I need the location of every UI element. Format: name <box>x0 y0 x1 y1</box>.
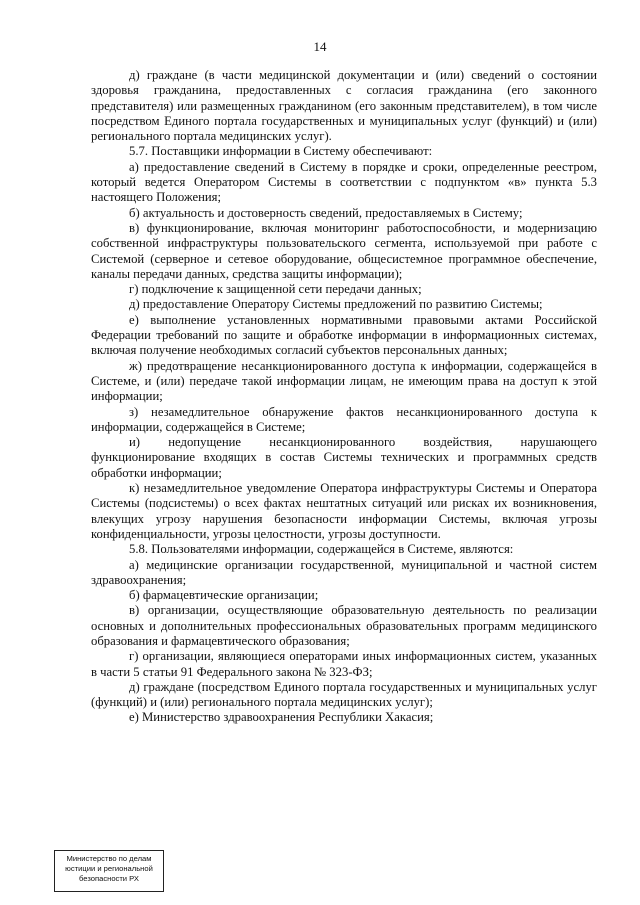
stamp-line-2: юстиции и региональной <box>65 864 153 873</box>
list-item-k: к) незамедлительное уведомление Оператора инфраструктуры Системы и Оператора Системы (подсистемы) о всех фактах нештатных ситуаций или рисках их возникновения, влекущих угрозу нарушения безопасности информации Системы, включая угрозы конфиденциальности, угрозы целостности, угрозы доступности. <box>91 481 597 541</box>
list-item-g: г) подключение к защищенной сети передачи данных; <box>129 282 422 297</box>
document-body <box>91 68 597 726</box>
stamp-line-3: безопасности РХ <box>79 874 139 883</box>
list-item-a: а) предоставление сведений в Систему в порядке и сроки, определенные реестром, который ведется Оператором Системы в соответствии с подпунктом «в» пункта 5.3 настоящего Положения; <box>91 159 597 205</box>
users-item-e: е) Министерство здравоохранения Республики Хакасия; <box>129 710 434 725</box>
section-5-7-heading: 5.7. Поставщики информации в Систему обеспечивают: <box>129 144 433 159</box>
stamp-line-1: Министерство по делам <box>66 854 152 863</box>
list-item-zh: ж) предотвращение несанкционированного доступа к информации, содержащейся в Системе, и (или) передаче такой информации лицам, не имеющим права на доступ к этой информации; <box>91 358 597 404</box>
list-item-i: и) недопущение несанкционированного воздействия, нарушающего функционирование входящих в состав Системы технических и программных средств обработки информации; <box>91 435 597 480</box>
users-item-g: г) организации, являющиеся операторами иных информационных систем, указанных в части 5 статьи 91 Федерального закона № 323-ФЗ; <box>91 649 597 679</box>
users-item-a: а) медицинские организации государственной, муниципальной и частной систем здравоохранения; <box>91 557 597 587</box>
list-item-b: б) актуальность и достоверность сведений, предоставляемых в Систему; <box>129 205 523 220</box>
list-item-z: з) незамедлительное обнаружение фактов несанкционированного доступа к информации, содержащейся в Системе; <box>91 404 597 434</box>
users-item-v: в) организации, осуществляющие образовательную деятельность по реализации основных и дополнительных профессиональных образовательных программ медицинского образования и фармацевтического образования; <box>91 603 597 648</box>
page-number: 14 <box>313 39 327 54</box>
section-5-8-heading: 5.8. Пользователями информации, содержащейся в Системе, являются: <box>129 542 514 557</box>
list-item-d: д) предоставление Оператору Системы предложений по развитию Системы; <box>129 297 543 312</box>
paragraph-d-citizens: д) граждане (в части медицинской документации и (или) сведений о состоянии здоровья гражданина, предоставленных с согласия гражданина (его законного представителя) или размещенных гражданином (его законным представителем), в том числе посредством Единого портала государственных и муниципальных услуг (функций) и (или) регионального портала медицинских услуг). <box>91 68 597 144</box>
users-item-d: д) граждане (посредством Единого портала государственных и муниципальных услуг (функций) и (или) регионального портала медицинских услуг); <box>91 679 597 710</box>
registration-stamp <box>54 850 164 892</box>
list-item-e: е) выполнение установленных нормативными правовыми актами Российской Федерации требований по защите и обработке информации в информационных системах, включая получение необходимых согласий субъектов персональных данных; <box>91 312 597 358</box>
list-item-v: в) функционирование, включая мониторинг работоспособности, и модернизацию собственной инфраструктуры пользовательского сегмента, используемой при работе с Системой (серверное и сетевое оборудование, общесистемное программное обеспечение, каналы передачи данных, средства защиты информации); <box>91 220 597 281</box>
users-item-b: б) фармацевтические организации; <box>129 588 319 603</box>
